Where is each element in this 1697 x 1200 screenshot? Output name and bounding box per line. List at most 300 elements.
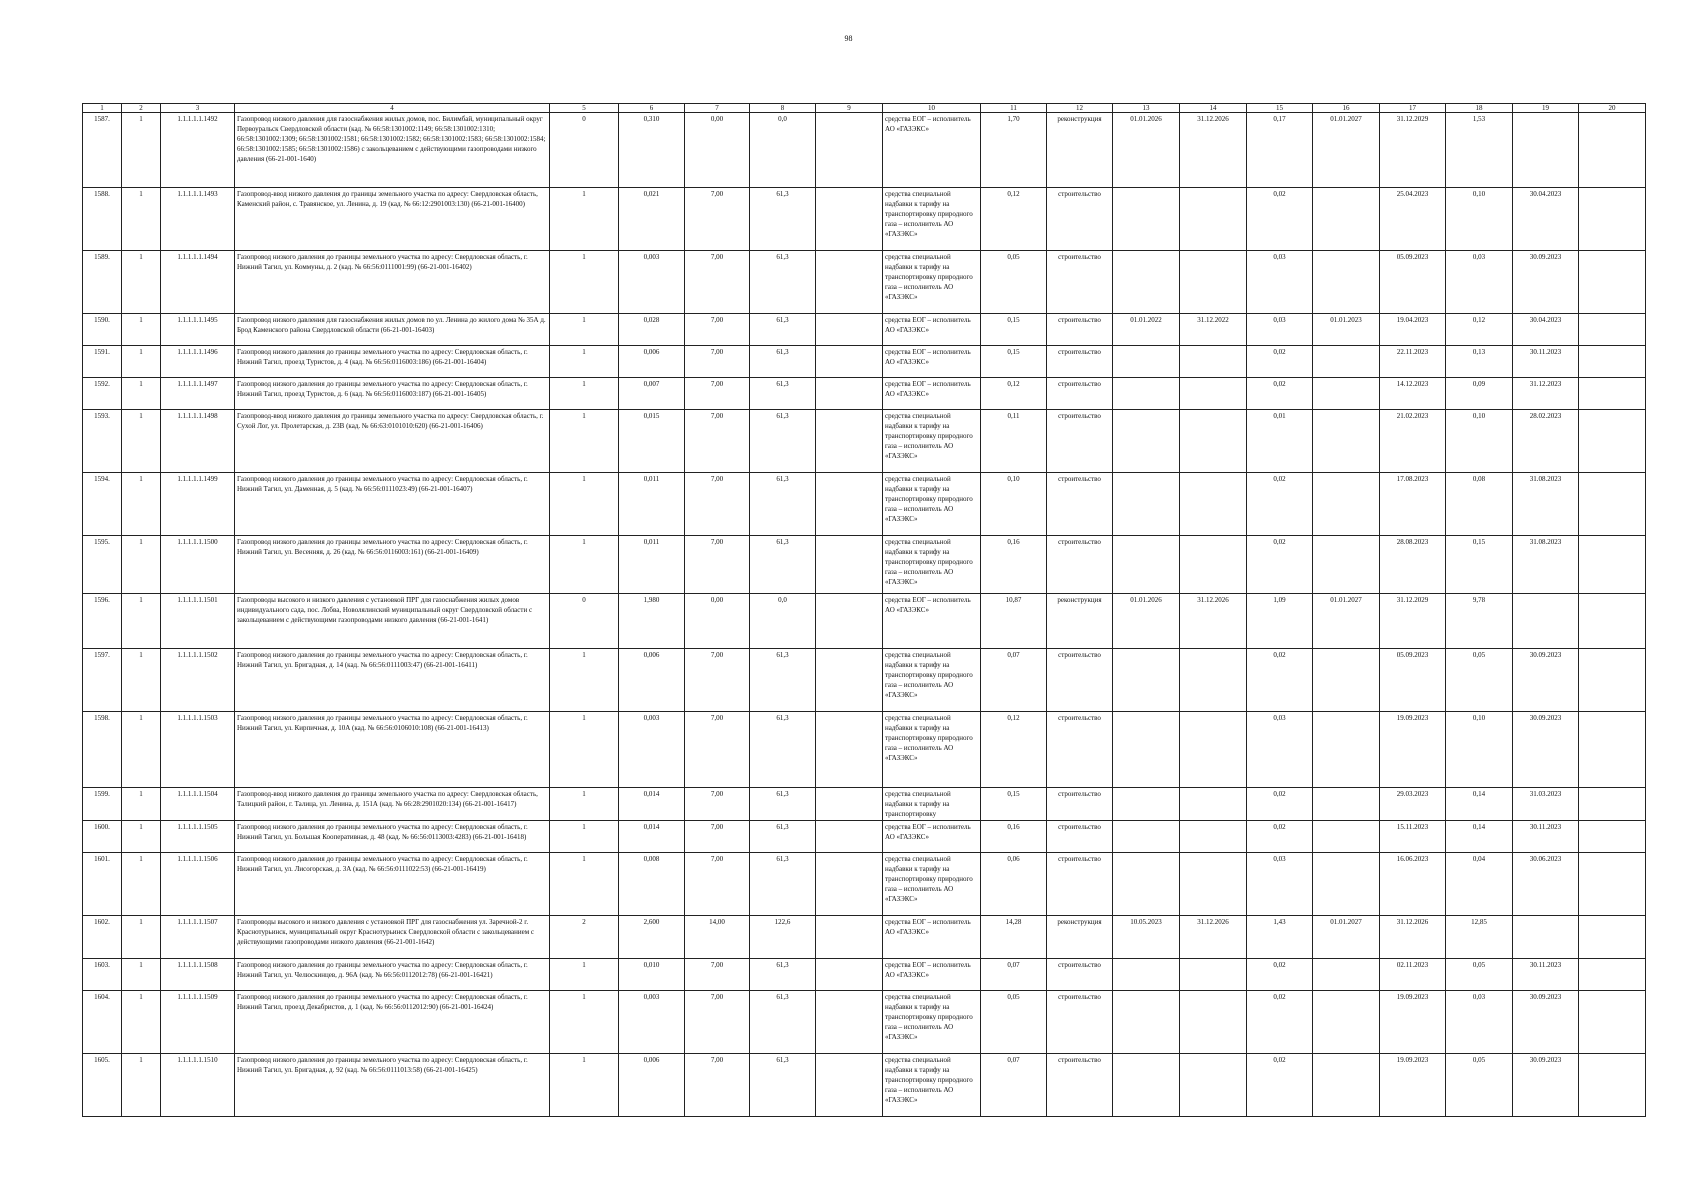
date-col-17: 16.06.2023 — [1380, 853, 1446, 916]
col-7-value: 7,00 — [685, 853, 750, 916]
table-body — [83, 113, 1646, 1117]
col-5-value: 1 — [550, 410, 619, 473]
end-date — [1180, 991, 1247, 1054]
start-date — [1113, 346, 1180, 378]
length-km: 0,006 — [619, 1054, 685, 1117]
col-18-value: 0,13 — [1446, 346, 1513, 378]
work-type: строительство — [1047, 712, 1113, 788]
column-number-13: 13 — [1113, 104, 1180, 113]
table-row — [83, 959, 1646, 991]
length-km: 1,980 — [619, 594, 685, 649]
col-7-value: 7,00 — [685, 410, 750, 473]
object-code: 1.1.1.1.1.1494 — [161, 251, 235, 314]
date-col-16 — [1313, 473, 1380, 536]
table-row — [83, 916, 1646, 959]
col-5-value: 0 — [550, 594, 619, 649]
table-row — [83, 410, 1646, 473]
col-7-value: 7,00 — [685, 536, 750, 594]
date-col-19: 30.09.2023 — [1513, 712, 1579, 788]
date-col-19: 30.09.2023 — [1513, 251, 1579, 314]
start-date — [1113, 821, 1180, 853]
work-type: строительство — [1047, 991, 1113, 1054]
object-code: 1.1.1.1.1.1495 — [161, 314, 235, 346]
funding-source: средства ЕОГ – исполнитель АО «ГАЗЭКС» — [883, 113, 981, 188]
object-description: Газопровод низкого давления до границы земельного участка по адресу: Свердловская область, г. Нижний Тагил, ул. Бригадная, д. 14 (кад. № 66:56:0111003:47) (66-21-001-16411) — [235, 649, 550, 712]
col-15-value: 0,02 — [1247, 346, 1313, 378]
col-2-value: 1 — [122, 959, 161, 991]
cost-value: 10,87 — [981, 594, 1047, 649]
table-row — [83, 536, 1646, 594]
work-type: строительство — [1047, 853, 1113, 916]
col-15-value: 0,02 — [1247, 188, 1313, 251]
date-col-16: 01.01.2027 — [1313, 113, 1380, 188]
date-col-17: 28.08.2023 — [1380, 536, 1446, 594]
col-18-value: 0,04 — [1446, 853, 1513, 916]
col-8-value: 61,3 — [750, 991, 816, 1054]
object-description: Газопровод низкого давления до границы земельного участка по адресу: Свердловская область, г. Нижний Тагил, проезд Туристов, д. 6 (кад. № 66:56:0116003:187) (66-21-001-16405) — [235, 378, 550, 410]
end-date: 31.12.2026 — [1180, 594, 1247, 649]
end-date — [1180, 188, 1247, 251]
object-code: 1.1.1.1.1.1510 — [161, 1054, 235, 1117]
col-15-value: 0,02 — [1247, 649, 1313, 712]
object-description: Газопровод-ввод низкого давления до границы земельного участка по адресу: Свердловская область, Талицкий район, г. Талица, ул. Ленина, д. 151А (кад. № 66:28:2901020:134) (66-21-001-16417) — [235, 788, 550, 821]
work-type: строительство — [1047, 314, 1113, 346]
funding-source: средства ЕОГ – исполнитель АО «ГАЗЭКС» — [883, 821, 981, 853]
col-15-value: 0,02 — [1247, 991, 1313, 1054]
cost-value: 0,15 — [981, 346, 1047, 378]
col-15-value: 0,02 — [1247, 1054, 1313, 1117]
col-20-value — [1579, 188, 1646, 251]
object-description: Газопроводы высокого и низкого давления с установкой ПРГ для газоснабжения ул. Заречной-2 г. Краснотурьинск, муниципальный округ Краснотурьинск Свердловской области с закольцеванием с действующими газопроводами низкого давления (66-21-001-1642) — [235, 916, 550, 959]
col-18-value: 0,15 — [1446, 536, 1513, 594]
cost-value: 0,15 — [981, 788, 1047, 821]
col-9-value — [816, 991, 883, 1054]
col-18-value: 0,10 — [1446, 188, 1513, 251]
date-col-16 — [1313, 346, 1380, 378]
col-20-value — [1579, 788, 1646, 821]
col-2-value: 1 — [122, 188, 161, 251]
end-date — [1180, 473, 1247, 536]
col-20-value — [1579, 916, 1646, 959]
date-col-16: 01.01.2027 — [1313, 594, 1380, 649]
col-2-value: 1 — [122, 113, 161, 188]
date-col-17: 25.04.2023 — [1380, 188, 1446, 251]
end-date — [1180, 821, 1247, 853]
table-row — [83, 821, 1646, 853]
row-number: 1597. — [83, 649, 122, 712]
col-15-value: 0,03 — [1247, 853, 1313, 916]
end-date — [1180, 378, 1247, 410]
col-5-value: 1 — [550, 712, 619, 788]
funding-source: средства специальной надбавки к тарифу на транспортировку природного газа – исполнитель АО «ГАЗЭКС» — [883, 649, 981, 712]
registry-table — [82, 103, 1646, 1117]
col-8-value: 61,3 — [750, 788, 816, 821]
date-col-17: 19.09.2023 — [1380, 712, 1446, 788]
col-7-value: 7,00 — [685, 959, 750, 991]
object-code: 1.1.1.1.1.1509 — [161, 991, 235, 1054]
work-type: реконструкция — [1047, 594, 1113, 649]
date-col-19: 28.02.2023 — [1513, 410, 1579, 473]
col-8-value: 0,0 — [750, 594, 816, 649]
table-row — [83, 853, 1646, 916]
col-7-value: 7,00 — [685, 1054, 750, 1117]
col-9-value — [816, 113, 883, 188]
col-2-value: 1 — [122, 314, 161, 346]
object-code: 1.1.1.1.1.1500 — [161, 536, 235, 594]
col-9-value — [816, 788, 883, 821]
row-number: 1599. — [83, 788, 122, 821]
col-5-value: 1 — [550, 346, 619, 378]
cost-value: 0,12 — [981, 188, 1047, 251]
table-row — [83, 712, 1646, 788]
date-col-17: 17.08.2023 — [1380, 473, 1446, 536]
col-20-value — [1579, 649, 1646, 712]
col-2-value: 1 — [122, 473, 161, 536]
col-2-value: 1 — [122, 853, 161, 916]
col-2-value: 1 — [122, 536, 161, 594]
length-km: 0,008 — [619, 853, 685, 916]
col-5-value: 1 — [550, 188, 619, 251]
row-number: 1589. — [83, 251, 122, 314]
col-9-value — [816, 251, 883, 314]
end-date — [1180, 251, 1247, 314]
object-code: 1.1.1.1.1.1496 — [161, 346, 235, 378]
cost-value: 0,05 — [981, 251, 1047, 314]
col-8-value: 61,3 — [750, 188, 816, 251]
object-description: Газопровод низкого давления до границы земельного участка по адресу: Свердловская область, г. Нижний Тагил, ул. Лисогорская, д. 3А (кад. № 66:56:0111022:53) (66-21-001-16419) — [235, 853, 550, 916]
col-7-value: 7,00 — [685, 251, 750, 314]
object-code: 1.1.1.1.1.1497 — [161, 378, 235, 410]
col-5-value: 1 — [550, 788, 619, 821]
col-7-value: 7,00 — [685, 346, 750, 378]
col-5-value: 2 — [550, 916, 619, 959]
col-7-value: 14,00 — [685, 916, 750, 959]
start-date — [1113, 536, 1180, 594]
column-number-12: 12 — [1047, 104, 1113, 113]
row-number: 1603. — [83, 959, 122, 991]
col-15-value: 1,09 — [1247, 594, 1313, 649]
col-8-value: 61,3 — [750, 649, 816, 712]
length-km: 2,600 — [619, 916, 685, 959]
length-km: 0,011 — [619, 473, 685, 536]
cost-value: 0,15 — [981, 314, 1047, 346]
work-type: реконструкция — [1047, 916, 1113, 959]
length-km: 0,021 — [619, 188, 685, 251]
row-number: 1600. — [83, 821, 122, 853]
col-18-value: 0,14 — [1446, 788, 1513, 821]
col-9-value — [816, 314, 883, 346]
length-km: 0,006 — [619, 649, 685, 712]
length-km: 0,014 — [619, 788, 685, 821]
col-2-value: 1 — [122, 594, 161, 649]
row-number: 1598. — [83, 712, 122, 788]
length-km: 0,007 — [619, 378, 685, 410]
col-8-value: 61,3 — [750, 712, 816, 788]
start-date — [1113, 788, 1180, 821]
row-number: 1595. — [83, 536, 122, 594]
col-9-value — [816, 959, 883, 991]
col-2-value: 1 — [122, 346, 161, 378]
start-date — [1113, 188, 1180, 251]
row-number: 1605. — [83, 1054, 122, 1117]
col-15-value: 0,01 — [1247, 410, 1313, 473]
start-date — [1113, 378, 1180, 410]
funding-source: средства специальной надбавки к тарифу на транспортировку природного газа – исполнитель АО «ГАЗЭКС» — [883, 991, 981, 1054]
date-col-17: 05.09.2023 — [1380, 251, 1446, 314]
col-5-value: 1 — [550, 649, 619, 712]
column-number-row — [83, 104, 1646, 113]
date-col-19 — [1513, 594, 1579, 649]
object-description: Газопровод низкого давления до границы земельного участка по адресу: Свердловская область, г. Нижний Тагил, ул. Даменная, д. 5 (кад. № 66:56:0111023:49) (66-21-001-16407) — [235, 473, 550, 536]
end-date: 31.12.2026 — [1180, 113, 1247, 188]
cost-value: 14,28 — [981, 916, 1047, 959]
start-date: 10.05.2023 — [1113, 916, 1180, 959]
object-description: Газопровод низкого давления до границы земельного участка по адресу: Свердловская область, г. Нижний Тагил, проезд Туристов, д. 4 (кад. № 66:56:0116003:186) (66-21-001-16404) — [235, 346, 550, 378]
column-number-9: 9 — [816, 104, 883, 113]
col-2-value: 1 — [122, 991, 161, 1054]
col-7-value: 7,00 — [685, 712, 750, 788]
table-row — [83, 594, 1646, 649]
object-description: Газопровод низкого давления до границы земельного участка по адресу: Свердловская область, г. Нижний Тагил, ул. Весенняя, д. 26 (кад. № 66:56:0116003:161) (66-21-001-16409) — [235, 536, 550, 594]
date-col-16 — [1313, 410, 1380, 473]
work-type: строительство — [1047, 821, 1113, 853]
date-col-16 — [1313, 959, 1380, 991]
col-5-value: 1 — [550, 536, 619, 594]
col-18-value: 0,05 — [1446, 649, 1513, 712]
date-col-16 — [1313, 536, 1380, 594]
object-code: 1.1.1.1.1.1506 — [161, 853, 235, 916]
row-number: 1601. — [83, 853, 122, 916]
column-number-5: 5 — [550, 104, 619, 113]
cost-value: 0,06 — [981, 853, 1047, 916]
col-18-value: 0,12 — [1446, 314, 1513, 346]
start-date — [1113, 853, 1180, 916]
col-9-value — [816, 853, 883, 916]
col-9-value — [816, 346, 883, 378]
end-date — [1180, 959, 1247, 991]
col-20-value — [1579, 346, 1646, 378]
work-type: реконструкция — [1047, 113, 1113, 188]
date-col-19: 31.08.2023 — [1513, 536, 1579, 594]
col-2-value: 1 — [122, 378, 161, 410]
col-15-value: 1,43 — [1247, 916, 1313, 959]
col-18-value: 0,08 — [1446, 473, 1513, 536]
row-number: 1596. — [83, 594, 122, 649]
date-col-16 — [1313, 821, 1380, 853]
date-col-17: 15.11.2023 — [1380, 821, 1446, 853]
col-8-value: 61,3 — [750, 251, 816, 314]
col-18-value: 0,03 — [1446, 991, 1513, 1054]
date-col-19: 31.03.2023 — [1513, 788, 1579, 821]
date-col-17: 05.09.2023 — [1380, 649, 1446, 712]
cost-value: 0,07 — [981, 1054, 1047, 1117]
col-7-value: 7,00 — [685, 188, 750, 251]
date-col-16 — [1313, 788, 1380, 821]
column-number-11: 11 — [981, 104, 1047, 113]
date-col-19: 30.09.2023 — [1513, 991, 1579, 1054]
col-2-value: 1 — [122, 788, 161, 821]
column-number-16: 16 — [1313, 104, 1380, 113]
col-20-value — [1579, 473, 1646, 536]
object-description: Газопровод низкого давления для газоснабжения жилых домов по ул. Ленина до жилого дома № 35А д. Брод Каменского района Свердловской области (66-21-001-16403) — [235, 314, 550, 346]
object-description: Газопровод-ввод низкого давления до границы земельного участка по адресу: Свердловская область, Каменский район, с. Травянское, ул. Ленина, д. 19 (кад. № 66:12:2901003:130) (66-21-001-16400) — [235, 188, 550, 251]
table-row — [83, 649, 1646, 712]
cost-value: 0,10 — [981, 473, 1047, 536]
funding-source: средства ЕОГ – исполнитель АО «ГАЗЭКС» — [883, 959, 981, 991]
start-date: 01.01.2026 — [1113, 594, 1180, 649]
column-number-14: 14 — [1180, 104, 1247, 113]
work-type: строительство — [1047, 346, 1113, 378]
cost-value: 1,70 — [981, 113, 1047, 188]
col-2-value: 1 — [122, 712, 161, 788]
table-row — [83, 473, 1646, 536]
cost-value: 0,07 — [981, 649, 1047, 712]
end-date — [1180, 536, 1247, 594]
table-row — [83, 113, 1646, 188]
object-description: Газопровод низкого давления для газоснабжения жилых домов, пос. Билимбай, муниципальный округ Первоуральск Свердловской области (кад. № 66:58:1301002:1149; 66:58:1301002:1310; 66:58:1301002:1309; 66:58:1301002:1581; 66:58:1301002:1582; 66:58:1301002:1583; 66:58:1301002:1584; 66:58:1301002:1585; 66:58:1301002:1586) с закольцеванием с действующими газопроводами низкого давления (66-21-001-1640) — [235, 113, 550, 188]
col-9-value — [816, 821, 883, 853]
funding-source: средства ЕОГ – исполнитель АО «ГАЗЭКС» — [883, 378, 981, 410]
object-code: 1.1.1.1.1.1508 — [161, 959, 235, 991]
start-date: 01.01.2026 — [1113, 113, 1180, 188]
col-18-value: 0,10 — [1446, 410, 1513, 473]
object-code: 1.1.1.1.1.1492 — [161, 113, 235, 188]
date-col-16 — [1313, 1054, 1380, 1117]
funding-source: средства специальной надбавки к тарифу на транспортировку природного газа – исполнитель АО «ГАЗЭКС» — [883, 188, 981, 251]
work-type: строительство — [1047, 959, 1113, 991]
date-col-17: 19.09.2023 — [1380, 991, 1446, 1054]
funding-source: средства специальной надбавки к тарифу на транспортировку природного газа – исполнитель АО «ГАЗЭКС» — [883, 410, 981, 473]
col-15-value: 0,02 — [1247, 821, 1313, 853]
length-km: 0,310 — [619, 113, 685, 188]
col-18-value: 12,85 — [1446, 916, 1513, 959]
length-km: 0,028 — [619, 314, 685, 346]
date-col-19: 31.08.2023 — [1513, 473, 1579, 536]
col-15-value: 0,02 — [1247, 788, 1313, 821]
col-9-value — [816, 1054, 883, 1117]
date-col-17: 31.12.2026 — [1380, 916, 1446, 959]
col-5-value: 1 — [550, 314, 619, 346]
col-18-value: 0,05 — [1446, 1054, 1513, 1117]
start-date: 01.01.2022 — [1113, 314, 1180, 346]
cost-value: 0,16 — [981, 821, 1047, 853]
col-8-value: 61,3 — [750, 536, 816, 594]
date-col-19: 30.11.2023 — [1513, 346, 1579, 378]
col-15-value: 0,02 — [1247, 378, 1313, 410]
col-8-value: 61,3 — [750, 821, 816, 853]
row-number: 1604. — [83, 991, 122, 1054]
table-row — [83, 788, 1646, 821]
date-col-19: 30.04.2023 — [1513, 188, 1579, 251]
funding-source: средства специальной надбавки к тарифу на транспортировку природного газа – исполнитель АО «ГАЗЭКС» — [883, 853, 981, 916]
col-18-value: 0,14 — [1446, 821, 1513, 853]
col-9-value — [816, 378, 883, 410]
col-8-value: 61,3 — [750, 959, 816, 991]
cost-value: 0,12 — [981, 378, 1047, 410]
date-col-19: 30.09.2023 — [1513, 1054, 1579, 1117]
end-date — [1180, 712, 1247, 788]
date-col-19: 30.06.2023 — [1513, 853, 1579, 916]
object-description: Газопровод низкого давления до границы земельного участка по адресу: Свердловская область, г. Нижний Тагил, ул. Бригадная, д. 92 (кад. № 66:56:0111013:58) (66-21-001-16425) — [235, 1054, 550, 1117]
funding-source: средства специальной надбавки к тарифу на транспортировку природного газа – исполнитель АО «ГАЗЭКС» — [883, 712, 981, 788]
object-code: 1.1.1.1.1.1498 — [161, 410, 235, 473]
col-20-value — [1579, 410, 1646, 473]
start-date — [1113, 649, 1180, 712]
col-8-value: 61,3 — [750, 410, 816, 473]
row-number: 1588. — [83, 188, 122, 251]
col-5-value: 0 — [550, 113, 619, 188]
object-code: 1.1.1.1.1.1499 — [161, 473, 235, 536]
col-9-value — [816, 712, 883, 788]
col-20-value — [1579, 1054, 1646, 1117]
funding-source: средства специальной надбавки к тарифу на транспортировку природного газа – исполнитель АО «ГАЗЭКС» — [883, 1054, 981, 1117]
end-date: 31.12.2022 — [1180, 314, 1247, 346]
start-date — [1113, 712, 1180, 788]
date-col-17: 29.03.2023 — [1380, 788, 1446, 821]
col-20-value — [1579, 251, 1646, 314]
date-col-16 — [1313, 991, 1380, 1054]
col-8-value: 61,3 — [750, 1054, 816, 1117]
object-code: 1.1.1.1.1.1503 — [161, 712, 235, 788]
cost-value: 0,12 — [981, 712, 1047, 788]
table-row — [83, 314, 1646, 346]
col-9-value — [816, 410, 883, 473]
col-7-value: 0,00 — [685, 113, 750, 188]
table-row — [83, 188, 1646, 251]
column-number-15: 15 — [1247, 104, 1313, 113]
col-20-value — [1579, 536, 1646, 594]
date-col-17: 31.12.2029 — [1380, 594, 1446, 649]
row-number: 1594. — [83, 473, 122, 536]
column-number-18: 18 — [1446, 104, 1513, 113]
col-8-value: 0,0 — [750, 113, 816, 188]
funding-source: средства специальной надбавки к тарифу на транспортировку — [883, 788, 981, 821]
date-col-19: 30.11.2023 — [1513, 959, 1579, 991]
col-9-value — [816, 594, 883, 649]
col-5-value: 1 — [550, 378, 619, 410]
date-col-17: 21.02.2023 — [1380, 410, 1446, 473]
funding-source: средства ЕОГ – исполнитель АО «ГАЗЭКС» — [883, 314, 981, 346]
length-km: 0,015 — [619, 410, 685, 473]
date-col-17: 22.11.2023 — [1380, 346, 1446, 378]
start-date — [1113, 251, 1180, 314]
col-18-value: 0,09 — [1446, 378, 1513, 410]
row-number: 1602. — [83, 916, 122, 959]
col-8-value: 61,3 — [750, 853, 816, 916]
end-date — [1180, 1054, 1247, 1117]
col-20-value — [1579, 853, 1646, 916]
column-number-3: 3 — [161, 104, 235, 113]
length-km: 0,010 — [619, 959, 685, 991]
col-7-value: 7,00 — [685, 788, 750, 821]
col-20-value — [1579, 113, 1646, 188]
date-col-17: 19.09.2023 — [1380, 1054, 1446, 1117]
column-number-1: 1 — [83, 104, 122, 113]
column-number-7: 7 — [685, 104, 750, 113]
col-8-value: 61,3 — [750, 473, 816, 536]
end-date: 31.12.2026 — [1180, 916, 1247, 959]
col-20-value — [1579, 314, 1646, 346]
date-col-19: 31.12.2023 — [1513, 378, 1579, 410]
date-col-16: 01.01.2023 — [1313, 314, 1380, 346]
length-km: 0,011 — [619, 536, 685, 594]
table-row — [83, 346, 1646, 378]
col-15-value: 0,03 — [1247, 251, 1313, 314]
page-number: 98 — [844, 34, 853, 43]
column-number-6: 6 — [619, 104, 685, 113]
start-date — [1113, 991, 1180, 1054]
col-5-value: 1 — [550, 1054, 619, 1117]
